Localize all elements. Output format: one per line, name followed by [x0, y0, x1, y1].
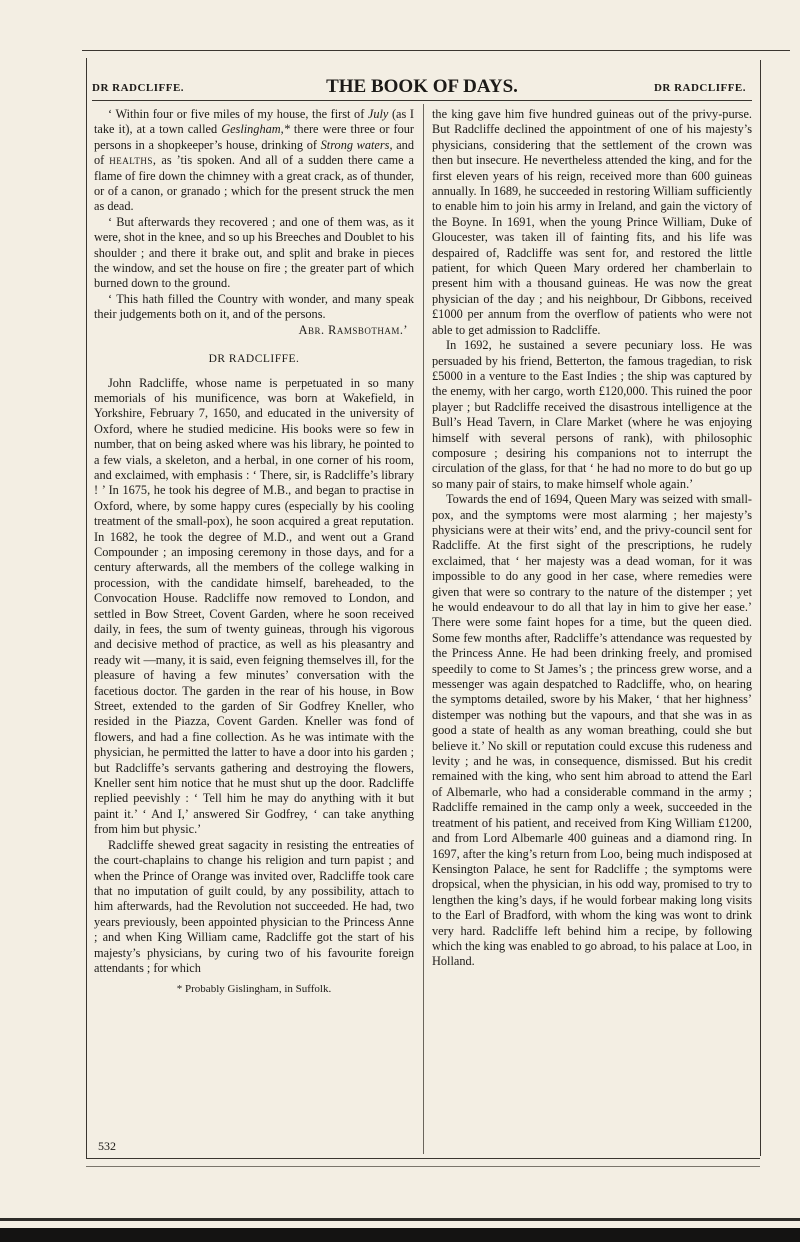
- header-right-title: DR RADCLIFFE.: [653, 82, 746, 94]
- article-paragraph-3: the king gave him five hundred guineas out of the privy-purse. But Radcliffe declined the appointment of one of his majesty’s physicians, considering that the settlement of the crown was then but insecure. He nevertheless attended the king, and for the first eleven years of his reign, received more than 600 guineas annually. In 1689, he succeeded in restoring William sufficiently to enable him to join his army in Ireland, and gain the victory of the Boyne. In 1691, when the young Prince William, Duke of Gloucester, was taken ill of fainting fits, and his life was despaired of, Radcliffe was sent for, and restored the little patient, for which Queen Mary ordered her chamberlain to present him with a thousand guineas. He was now the great physician of the day ; and his neighbour, Dr Gibbons, received £1000 per annum from the overflow of patients who were not able to get admission to Radcliffe.: [432, 107, 752, 337]
- section-heading: DR RADCLIFFE.: [208, 353, 300, 366]
- header-rule: [92, 100, 752, 101]
- letter-text: ‘ Within four or five miles of my house, the first of: [108, 107, 368, 121]
- letter-text: as ’tis spoken. And all of a sudden there came a flame of fire down the chimney with a great crack, as of thunder, or of a canon, or granado ; which for the present struck the men as dead.: [94, 153, 414, 214]
- letter-text: (as I take it), at a town called: [94, 107, 414, 137]
- left-frame-rule: [86, 58, 87, 1158]
- left-column: [94, 107, 414, 998]
- letter-healths: healths,: [109, 153, 157, 168]
- right-frame-rule: [760, 60, 761, 1156]
- letter-text: there were three or four persons in a shopkeeper’s house, drinking of: [94, 122, 414, 152]
- bottom-rule-secondary: [86, 1166, 760, 1167]
- binding-edge: [0, 1228, 800, 1242]
- letter-signature: Abr. Ramsbotham.’: [298, 322, 408, 337]
- letter-paragraph-2: ‘ But afterwards they recovered ; and one of them was, as it were, shot in the knee, and so up his Breeches and Doublet to his shoulder ; and there it brake out, and split and brake in pieces the window, and set the house on fire ; the greater part of which burned down to the ground.: [94, 214, 414, 291]
- header-left-title: DR RADCLIFFE.: [92, 82, 185, 94]
- article-paragraph-1: John Radcliffe, whose name is perpetuated in so many memorials of his munificence, was born at Wakefield, in Yorkshire, February 7, 1650, and educated in the university of Oxford, where he studied medicine. His books were so few in number, that on being asked where was his library, he pointed to a few vials, a skeleton, and a herbal, in one corner of his room, and exclaimed, with emphasis : ‘ There, sir, is Radcliffe’s library ! ’ In 1675, he took his degree of M.B., and began to practise in Oxford, where, by some happy cures (especially by his cooling treatment of the small-pox), he soon acquired a great reputation. In 1682, he took the degree of M.D., and went out a Grand Compounder ; an imposing ceremony in those days, and for a century afterwards, all the members of the college walking in procession, with the candidate himself, bareheaded, to the Convocation House. Radcliffe now removed to London, and settled in Bow Street, Covent Garden, where he soon received daily, in fees, the sum of twenty guineas, through his vigorous and decisive method of practice, as well as his pleasantry and ready wit —many, it is said, even feigning themselves ill, for the pleasure of having a few minutes’ conversation with the facetious doctor. The garden in the rear of his house, in Bow Street, extended to the garden of Sir Godfrey Kneller, who resided in the Piazza, Covent Garden. Kneller was fond of flowers, and had a fine collection. As he was intimate with the physician, he permitted the latter to have a door into his garden ; but Radcliffe’s servants gathering and destroying the flowers, Kneller sent him notice that he must shut up the door. Radcliffe replied peevishly : ‘ Tell him he may do anything with it but paint it.’ ‘ And I,’ answered Sir Godfrey, ‘ can take anything from him but physic.’: [94, 375, 414, 837]
- article-paragraph-2: Radcliffe shewed great sagacity in resisting the entreaties of the court-chaplains to change his religion and turn papist ; and when the Prince of Orange was invited over, Radcliffe took care that no imputation of guilt could, by any possibility, attach to him afterwards, had the Revolution not succeeded. He had, two years previously, been appointed physician to the Princess Anne ; and when King William came, Radcliffe got the start of his majesty’s physicians, by curing two of his favourite foreign attendants ; for which: [94, 837, 414, 975]
- article-paragraph-4: In 1692, he sustained a severe pecuniary loss. He was persuaded by his friend, Betterton, the famous tragedian, to risk £5000 in a venture to the East Indies ; the ship was captured by the enemy, with her cargo, worth £120,000. This ruined the poor player ; but Radcliffe received the disastrous intelligence at the Bull’s Head Tavern, in Clare Market (where he was enjoying himself with several persons of rank), with philosophic composure ; desiring his companions not to interrupt the circulation of the glass, for that ‘ he had no more to do but go up so many pair of stairs, to make himself whole again.’: [432, 338, 752, 491]
- header-book-title: THE BOOK OF DAYS.: [326, 76, 518, 97]
- top-border-rule: [82, 50, 790, 51]
- letter-town: Geslingham,*: [221, 122, 290, 137]
- letter-paragraph-3: ‘ This hath filled the Country with wonder, and many speak their judgements both on it, and of the persons.: [94, 291, 414, 322]
- letter-text: and of: [94, 137, 414, 168]
- page-number: 532: [98, 1139, 116, 1153]
- article-paragraph-5: Towards the end of 1694, Queen Mary was seized with small-pox, and the symptoms were most alarming ; her majesty’s physicians were at their wits’ end, and the privy-council sent for Radcliffe. At the first sight of the prescriptions, he rudely exclaimed, that ‘ her majesty was a dead woman, for it was impossible to do any good in her case, where remedies were given that were so contrary to the nature of the distemper ; yet he would endeavour to do all that lay in him to give her ease.’ There were some faint hopes for a time, but the queen died. Some few months after, Radcliffe’s attendance was requested by the Princess Anne. He had been drinking freely, and promised speedily to come to St James’s ; the princess grew worse, and a messenger was again despatched to Radcliffe, who, on hearing the symptoms detailed, swore by his Maker, ‘ that her highness’ distemper was nothing but the vapours, and that she was in as good a state of health as any woman breathing, could she but believe it.’ No skill or reputation could excuse this rudeness and levity ; and he was, in consequence, dismissed. But his credit remained with the king, who sent him abroad to attend the Earl of Albemarle, who had a considerable command in the army ; Radcliffe remained in the camp only a week, succeeded in the treatment of his patient, and received from King William £1200, and from Lord Albemarle 400 guineas and a diamond ring. In 1697, after the king’s return from Loo, being much indisposed at Kensington Palace, he sent for Radcliffe ; the symptoms were dropsical, when the physician, in his odd way, promised to try to lengthen the king’s days, if he would forbear making long visits to the Earl of Bradford, with whom the king was wont to drink very hard. Radcliffe left behind him a recipe, by following which the king was enabled to go abroad, to his palace at Loo, in Holland.: [432, 492, 752, 969]
- letter-strong-waters: Strong waters,: [320, 137, 393, 152]
- column-divider: [423, 104, 424, 1154]
- binding-edge-line: [0, 1218, 800, 1221]
- footnote: * Probably Gislingham, in Suffolk.: [176, 983, 332, 996]
- letter-month: July: [367, 107, 389, 121]
- running-header: [92, 76, 752, 100]
- right-column: [432, 107, 752, 970]
- letter-paragraph-1: [94, 107, 414, 215]
- bottom-rule: [86, 1158, 760, 1159]
